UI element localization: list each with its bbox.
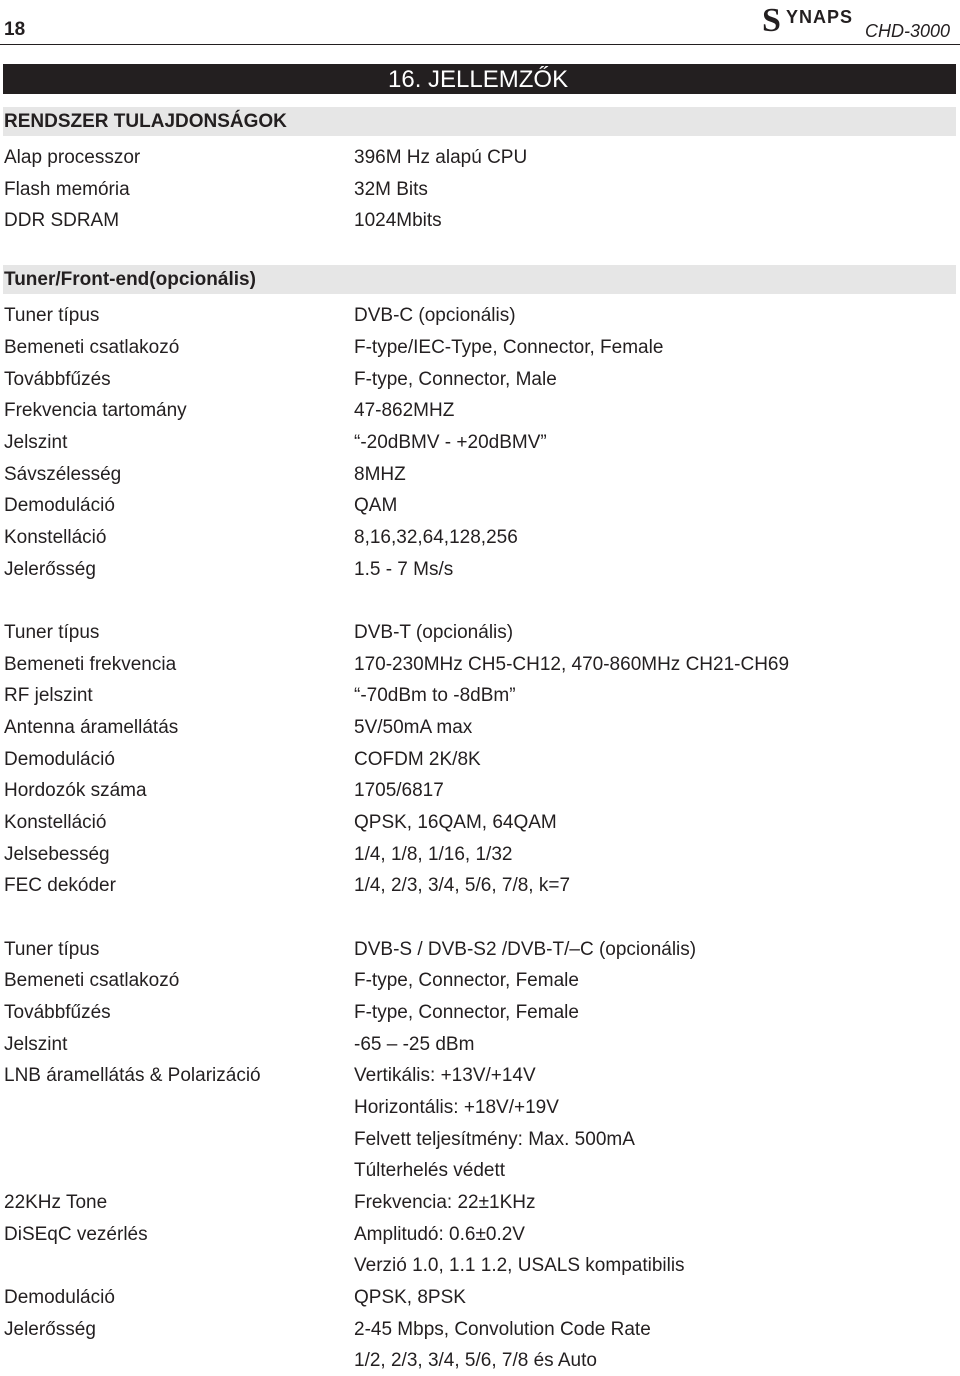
spec-label: Jelsebesség [4, 844, 110, 865]
spec-value: F-type, Connector, Female [354, 970, 579, 991]
spec-row [0, 175, 960, 205]
spec-value: DVB-C (opcionális) [354, 305, 516, 326]
spec-value: “-70dBm to -8dBm” [354, 685, 516, 706]
spec-label: DiSEqC vezérlés [4, 1224, 148, 1245]
spec-row [0, 206, 960, 236]
spec-value: QPSK, 8PSK [354, 1287, 466, 1308]
page-number: 18 [4, 19, 26, 40]
spec-row [0, 1061, 960, 1091]
spec-row [0, 776, 960, 806]
spec-label: DDR SDRAM [4, 210, 120, 231]
spec-row [0, 428, 960, 458]
spec-label: Jelerősség [4, 559, 96, 580]
chapter-title: 16. JELLEMZŐK [388, 66, 569, 93]
spec-label: Sávszélesség [4, 464, 122, 485]
spec-row [0, 301, 960, 331]
spec-label: Bemeneti frekvencia [4, 654, 177, 675]
spec-value: 5V/50mA max [354, 717, 473, 738]
spec-label: Tuner típus [4, 305, 100, 326]
spec-row [0, 555, 960, 585]
spec-label: Demoduláció [4, 749, 115, 770]
spec-row [0, 396, 960, 426]
spec-label: Jelszint [4, 432, 68, 453]
spec-value: COFDM 2K/8K [354, 749, 481, 770]
spec-value: 2-45 Mbps, Convolution Code Rate [354, 1319, 651, 1340]
logo-mark: S [762, 2, 781, 39]
spec-label: LNB áramellátás & Polarizáció [4, 1065, 261, 1086]
spec-row [0, 1315, 960, 1345]
spec-label: Flash memória [4, 179, 130, 200]
section-title: RENDSZER TULAJDONSÁGOK [4, 111, 287, 132]
spec-label: Demoduláció [4, 495, 115, 516]
section-title: Tuner/Front-end(opcionális) [4, 269, 256, 290]
spec-label: Továbbfűzés [4, 369, 111, 390]
spec-value: F-type, Connector, Male [354, 369, 557, 390]
spec-value: 1.5 - 7 Ms/s [354, 559, 454, 580]
spec-row [0, 460, 960, 490]
spec-row [0, 1156, 960, 1186]
spec-label: Alap processzor [4, 147, 141, 168]
spec-label: Tuner típus [4, 622, 100, 643]
spec-value: DVB-S / DVB-S2 /DVB-T/–C (opcionális) [354, 939, 697, 960]
spec-row [0, 966, 960, 996]
spec-value: 8,16,32,64,128,256 [354, 527, 518, 548]
spec-label: Jelszint [4, 1034, 68, 1055]
section-system-heading [3, 107, 956, 136]
spec-value: DVB-T (opcionális) [354, 622, 514, 643]
spec-label: RF jelszint [4, 685, 93, 706]
synaps-logo [762, 2, 960, 42]
spec-value: 8MHZ [354, 464, 406, 485]
spec-label: Frekvencia tartomány [4, 400, 187, 421]
spec-row [0, 1283, 960, 1313]
spec-value: 47-862MHZ [354, 400, 455, 421]
spec-label: Bemeneti csatlakozó [4, 337, 180, 358]
spec-value: -65 – -25 dBm [354, 1034, 475, 1055]
spec-label: Konstelláció [4, 812, 107, 833]
spec-value: F-type/IEC-Type, Connector, Female [354, 337, 664, 358]
spec-value: 1/4, 1/8, 1/16, 1/32 [354, 844, 513, 865]
spec-row [0, 1346, 960, 1376]
spec-row [0, 650, 960, 680]
spec-row [0, 998, 960, 1028]
spec-label: 22KHz Tone [4, 1192, 108, 1213]
spec-value: Frekvencia: 22±1KHz [354, 1192, 536, 1213]
spec-row [0, 1125, 960, 1155]
spec-value: “-20dBMV - +20dBMV” [354, 432, 547, 453]
spec-row [0, 808, 960, 838]
spec-value: Felvett teljesítmény: Max. 500mA [354, 1129, 635, 1150]
spec-row [0, 871, 960, 901]
spec-value: Verzió 1.0, 1.1 1.2, USALS kompatibilis [354, 1255, 685, 1276]
spec-row [0, 745, 960, 775]
spec-label: Demoduláció [4, 1287, 115, 1308]
chapter-title-bar [3, 64, 956, 94]
spec-label: Konstelláció [4, 527, 107, 548]
spec-value: Túlterhelés védett [354, 1160, 506, 1181]
spec-label: Antenna áramellátás [4, 717, 179, 738]
spec-row [0, 618, 960, 648]
spec-row [0, 713, 960, 743]
model-name: CHD-3000 [865, 21, 951, 41]
spec-value: Amplitudó: 0.6±0.2V [354, 1224, 525, 1245]
spec-row [0, 143, 960, 173]
spec-row [0, 1251, 960, 1281]
spec-label: Hordozók száma [4, 780, 147, 801]
spec-row [0, 1188, 960, 1218]
spec-row [0, 1030, 960, 1060]
spec-row [0, 333, 960, 363]
spec-value: QAM [354, 495, 398, 516]
spec-label: Jelerősség [4, 1319, 96, 1340]
spec-value: F-type, Connector, Female [354, 1002, 579, 1023]
spec-row [0, 365, 960, 395]
spec-value: 396M Hz alapú CPU [354, 147, 528, 168]
spec-value: Vertikális: +13V/+14V [354, 1065, 536, 1086]
spec-row [0, 1093, 960, 1123]
spec-value: 1/4, 2/3, 3/4, 5/6, 7/8, k=7 [354, 875, 571, 896]
spec-value: 32M Bits [354, 179, 428, 200]
spec-label: FEC dekóder [4, 875, 116, 896]
spec-value: 1024Mbits [354, 210, 442, 231]
page-header [0, 0, 960, 60]
spec-row [0, 840, 960, 870]
header-divider [0, 44, 960, 45]
spec-row [0, 491, 960, 521]
spec-value: QPSK, 16QAM, 64QAM [354, 812, 557, 833]
spec-row [0, 523, 960, 553]
logo-wordmark: YNAPS [786, 7, 854, 27]
spec-value: 170-230MHz CH5-CH12, 470-860MHz CH21-CH69 [354, 654, 790, 675]
spec-value: Horizontális: +18V/+19V [354, 1097, 559, 1118]
spec-row [0, 935, 960, 965]
spec-label: Bemeneti csatlakozó [4, 970, 180, 991]
spec-label: Tuner típus [4, 939, 100, 960]
spec-value: 1705/6817 [354, 780, 444, 801]
section-tuner-heading [3, 265, 956, 294]
spec-row [0, 1220, 960, 1250]
spec-label: Továbbfűzés [4, 1002, 111, 1023]
spec-row [0, 681, 960, 711]
spec-value: 1/2, 2/3, 3/4, 5/6, 7/8 és Auto [354, 1350, 597, 1371]
